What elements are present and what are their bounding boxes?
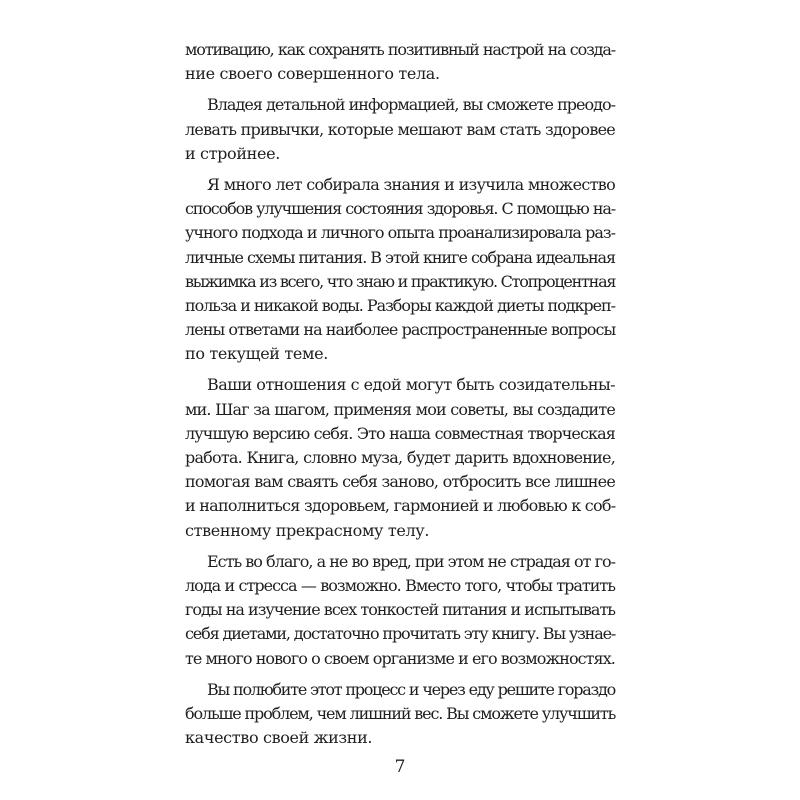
text-line: работа. Книга, словно муза, будет дарить вдохновение, [185, 448, 615, 467]
text-line: лода и стресса — возможно. Вместо того, чтобы тратить [185, 575, 615, 595]
paragraph [185, 678, 615, 751]
text-line: качество своей жизни. [185, 728, 373, 748]
text-line: ственному прекрасному телу. [185, 520, 430, 540]
text-line: лены ответами на наиболее распространенные вопросы [185, 320, 616, 340]
text-line: личные схемы питания. В этой книге собрана идеальная [185, 247, 616, 267]
paragraph-gap [185, 166, 615, 173]
text-line: способов улучшения состояния здоровья. С помощью на- [185, 199, 615, 219]
paragraph [185, 93, 615, 166]
paragraph [185, 173, 615, 367]
paragraph-gap [185, 366, 615, 373]
body-text [185, 38, 615, 750]
text-line: лучшую версию себя. Это наша совместная творческая [185, 423, 615, 443]
text-line: себя диетами, достаточно прочитать эту книгу. Вы узнае- [185, 624, 616, 644]
text-line: ми. Шаг за шагом, применяя мои советы, вы создадите [185, 399, 615, 419]
text-line: годы на изучение всех тонкостей питания и испытывать [185, 600, 615, 620]
text-line: по текущей теме. [185, 344, 328, 364]
text-line: Владея детальной информацией, вы сможете преодо- [207, 95, 615, 115]
text-line: и стройнее. [185, 143, 280, 163]
text-line: учного подхода и личного опыта проанализировала раз- [185, 223, 615, 243]
text-line: выжимка из всего, что знаю и практикую. Стопроцентная [185, 271, 616, 291]
text-line: Вы полюбите этот процесс и через еду решите гораздо [207, 679, 615, 699]
text-line: помогая вам сваять себя заново, отбросить все лишнее [185, 472, 615, 492]
text-line: больше проблем, чем лишний вес. Вы сможете улучшить [185, 703, 616, 723]
text-line: ние своего совершенного тела. [185, 64, 440, 84]
paragraph [185, 550, 615, 671]
paragraph-gap [185, 543, 615, 550]
paragraph-gap [185, 86, 615, 93]
paragraph-gap [185, 671, 615, 678]
page-number: 7 [394, 757, 406, 777]
paragraph [185, 373, 615, 542]
text-line: мотивацию, как сохранять позитивный настрой на созда- [185, 40, 615, 59]
text-line: те много нового о своем организме и его возможностях. [185, 648, 615, 668]
text-line: Есть во благо, а не во вред, при этом не страдая от го- [207, 551, 615, 571]
paragraph [185, 38, 615, 86]
text-line: и наполниться здоровьем, гармонией и любовью к соб- [185, 496, 616, 516]
text-line: Ваши отношения с едой могут быть созидательны- [207, 375, 615, 395]
text-line: левать привычки, которые мешают вам стать здоровее [185, 119, 616, 139]
text-line: Я много лет собирала знания и изучила множество [207, 174, 615, 194]
text-line: польза и никакой воды. Разборы каждой диеты подкреп- [185, 295, 615, 315]
